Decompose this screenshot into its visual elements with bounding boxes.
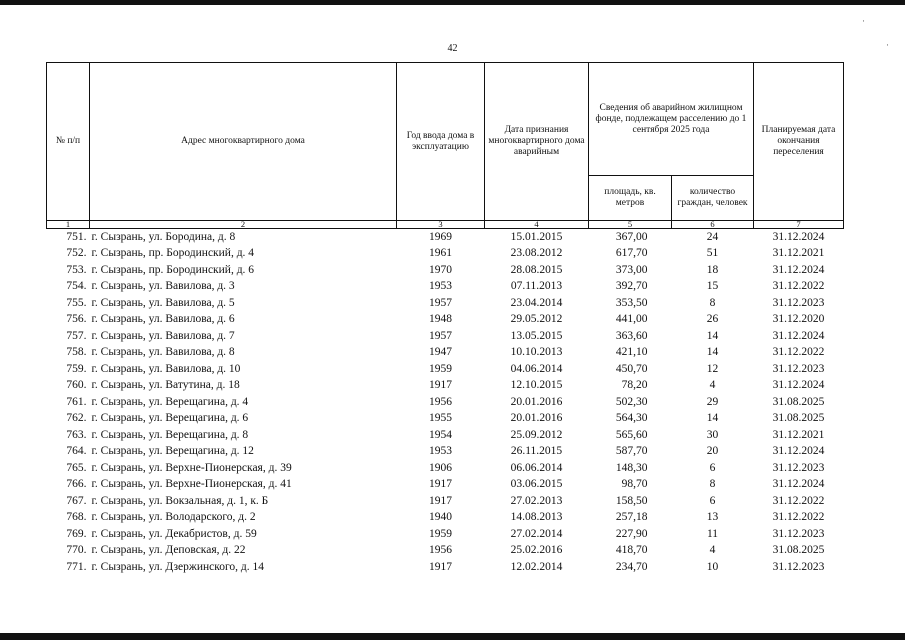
date-cell: 14.08.2013 — [510, 511, 563, 524]
planned-date-cell: 31.12.2023 — [772, 527, 825, 540]
table-row — [47, 493, 844, 510]
people-cell: 26 — [706, 313, 719, 326]
header-year: Год ввода дома в эксплуатацию — [397, 63, 485, 221]
people-cell: 6 — [709, 494, 716, 507]
year-cell: 1959 — [429, 527, 452, 540]
row-number: 769. — [66, 527, 87, 540]
date-cell: 29.05.2012 — [510, 313, 563, 326]
people-cell: 4 — [709, 379, 716, 392]
address-cell: г. Сызрань, ул. Вокзальная, д. 1, к. Б — [91, 494, 269, 507]
planned-date-cell: 31.12.2023 — [772, 362, 825, 375]
row-number: 770. — [66, 544, 87, 557]
people-cell: 8 — [709, 296, 716, 309]
people-cell: 24 — [706, 230, 719, 243]
people-cell: 4 — [709, 544, 716, 557]
year-cell: 1917 — [429, 478, 452, 491]
header-info: Сведения об аварийном жилищном фонде, подлежащем расселению до 1 сентября 2025 года — [589, 63, 754, 176]
date-cell: 12.02.2014 — [510, 560, 563, 573]
people-cell: 11 — [706, 527, 719, 540]
people-cell: 12 — [706, 362, 719, 375]
date-cell: 06.06.2014 — [510, 461, 563, 474]
row-number: 762. — [66, 412, 87, 425]
table-row — [47, 262, 844, 279]
planned-date-cell: 31.12.2021 — [772, 428, 825, 441]
date-cell: 23.08.2012 — [510, 247, 563, 260]
area-cell: 98,70 — [621, 478, 648, 491]
year-cell: 1955 — [429, 412, 452, 425]
year-cell: 1969 — [429, 230, 452, 243]
table-row — [47, 427, 844, 444]
area-cell: 373,00 — [615, 263, 648, 276]
date-cell: 10.10.2013 — [510, 346, 563, 359]
date-cell: 27.02.2014 — [510, 527, 563, 540]
date-cell: 20.01.2016 — [510, 395, 563, 408]
planned-date-cell: 31.12.2024 — [772, 478, 825, 491]
table-row — [47, 477, 844, 494]
people-cell: 8 — [709, 478, 716, 491]
address-cell: г. Сызрань, ул. Деповская, д. 22 — [91, 544, 246, 557]
year-cell: 1953 — [429, 445, 452, 458]
row-number: 761. — [66, 395, 87, 408]
address-cell: г. Сызрань, ул. Бородина, д. 8 — [91, 230, 236, 243]
column-number: 1 — [47, 221, 90, 229]
year-cell: 1953 — [429, 280, 452, 293]
column-number: 4 — [485, 221, 589, 229]
address-cell: г. Сызрань, ул. Дзержинского, д. 14 — [91, 560, 265, 573]
address-cell: г. Сызрань, пр. Бородинский, д. 4 — [91, 247, 255, 260]
header-area: площадь, кв. метров — [589, 176, 672, 221]
top-border-rule — [0, 0, 905, 5]
planned-date-cell: 31.12.2023 — [772, 461, 825, 474]
date-cell: 13.05.2015 — [510, 329, 563, 342]
row-number: 771. — [66, 560, 87, 573]
planned-date-cell: 31.12.2024 — [772, 329, 825, 342]
header-date: Дата признания многоквартирного дома аварийным — [485, 63, 589, 221]
people-cell: 15 — [706, 280, 719, 293]
table-row — [47, 444, 844, 461]
row-number: 755. — [66, 296, 87, 309]
row-number: 751. — [66, 230, 87, 243]
people-cell: 18 — [706, 263, 719, 276]
table-row — [47, 460, 844, 477]
area-cell: 392,70 — [615, 280, 648, 293]
people-cell: 20 — [706, 445, 719, 458]
year-cell: 1957 — [429, 329, 452, 342]
address-cell: г. Сызрань, ул. Вавилова, д. 10 — [91, 362, 241, 375]
area-cell: 421,10 — [615, 346, 648, 359]
row-number: 764. — [66, 445, 87, 458]
area-cell: 78,20 — [621, 379, 648, 392]
table-row — [47, 559, 844, 576]
area-cell: 418,70 — [615, 544, 648, 557]
column-number: 2 — [90, 221, 397, 229]
address-cell: г. Сызрань, ул. Вавилова, д. 7 — [91, 329, 235, 342]
table-row — [47, 229, 844, 246]
address-cell: г. Сызрань, ул. Вавилова, д. 5 — [91, 296, 235, 309]
date-cell: 07.11.2013 — [510, 280, 563, 293]
planned-date-cell: 31.12.2024 — [772, 263, 825, 276]
year-cell: 1956 — [429, 544, 452, 557]
table-row — [47, 328, 844, 345]
planned-date-cell: 31.08.2025 — [772, 544, 825, 557]
header-planned: Планируемая дата окончания переселения — [754, 63, 844, 221]
column-number: 5 — [589, 221, 672, 229]
row-number: 763. — [66, 428, 87, 441]
date-cell: 25.09.2012 — [510, 428, 563, 441]
table-row — [47, 543, 844, 560]
year-cell: 1906 — [429, 461, 452, 474]
year-cell: 1917 — [429, 494, 452, 507]
planned-date-cell: 31.12.2023 — [772, 560, 825, 573]
column-number: 6 — [672, 221, 754, 229]
scan-speck: · — [886, 40, 889, 50]
scan-speck: · — [862, 16, 865, 26]
address-cell: г. Сызрань, ул. Верхне-Пионерская, д. 39 — [91, 461, 292, 474]
address-cell: г. Сызрань, ул. Верещагина, д. 4 — [91, 395, 249, 408]
row-number: 757. — [66, 329, 87, 342]
year-cell: 1947 — [429, 346, 452, 359]
column-number: 7 — [754, 221, 844, 229]
date-cell: 12.10.2015 — [510, 379, 563, 392]
row-number: 768. — [66, 511, 87, 524]
area-cell: 363,60 — [615, 329, 648, 342]
year-cell: 1961 — [429, 247, 452, 260]
table-row — [47, 378, 844, 395]
people-cell: 29 — [706, 395, 719, 408]
year-cell: 1940 — [429, 511, 452, 524]
date-cell: 15.01.2015 — [510, 230, 563, 243]
table-row — [47, 526, 844, 543]
address-cell: г. Сызрань, пр. Бородинский, д. 6 — [91, 263, 255, 276]
date-cell: 23.04.2014 — [510, 296, 563, 309]
year-cell: 1970 — [429, 263, 452, 276]
table-row — [47, 361, 844, 378]
people-cell: 13 — [706, 511, 719, 524]
planned-date-cell: 31.08.2025 — [772, 395, 825, 408]
area-cell: 502,30 — [615, 395, 648, 408]
address-cell: г. Сызрань, ул. Ватутина, д. 18 — [91, 379, 240, 392]
planned-date-cell: 31.12.2021 — [772, 247, 825, 260]
planned-date-cell: 31.12.2022 — [772, 280, 825, 293]
address-cell: г. Сызрань, ул. Вавилова, д. 8 — [91, 346, 235, 359]
address-cell: г. Сызрань, ул. Верещагина, д. 12 — [91, 445, 254, 458]
date-cell: 03.06.2015 — [510, 478, 563, 491]
table-row — [47, 246, 844, 263]
row-number: 758. — [66, 346, 87, 359]
row-number: 766. — [66, 478, 87, 491]
people-cell: 14 — [706, 412, 719, 425]
year-cell: 1917 — [429, 560, 452, 573]
table-row — [47, 394, 844, 411]
area-cell: 587,70 — [615, 445, 648, 458]
area-cell: 158,50 — [615, 494, 648, 507]
address-cell: г. Сызрань, ул. Вавилова, д. 6 — [91, 313, 235, 326]
area-cell: 565,60 — [615, 428, 648, 441]
row-number: 752. — [66, 247, 87, 260]
row-number: 754. — [66, 280, 87, 293]
table-row — [47, 345, 844, 362]
planned-date-cell: 31.12.2023 — [772, 296, 825, 309]
year-cell: 1948 — [429, 313, 452, 326]
year-cell: 1917 — [429, 379, 452, 392]
people-cell: 14 — [706, 346, 719, 359]
page-number: 42 — [447, 43, 458, 54]
people-cell: 10 — [706, 560, 719, 573]
year-cell: 1954 — [429, 428, 452, 441]
address-cell: г. Сызрань, ул. Вавилова, д. 3 — [91, 280, 235, 293]
area-cell: 353,50 — [615, 296, 648, 309]
address-cell: г. Сызрань, ул. Верхне-Пионерская, д. 41 — [91, 478, 292, 491]
address-cell: г. Сызрань, ул. Верещагина, д. 8 — [91, 428, 249, 441]
year-cell: 1957 — [429, 296, 452, 309]
area-cell: 367,00 — [615, 230, 648, 243]
people-cell: 51 — [706, 247, 719, 260]
date-cell: 25.02.2016 — [510, 544, 563, 557]
row-number: 767. — [66, 494, 87, 507]
people-cell: 30 — [706, 428, 719, 441]
area-cell: 450,70 — [615, 362, 648, 375]
row-number: 759. — [66, 362, 87, 375]
address-cell: г. Сызрань, ул. Верещагина, д. 6 — [91, 412, 249, 425]
header-people: количество граждан, человек — [672, 176, 754, 221]
year-cell: 1959 — [429, 362, 452, 375]
row-number: 760. — [66, 379, 87, 392]
area-cell: 617,70 — [615, 247, 648, 260]
date-cell: 26.11.2015 — [510, 445, 563, 458]
row-number: 756. — [66, 313, 87, 326]
area-cell: 234,70 — [615, 560, 648, 573]
area-cell: 148,30 — [615, 461, 648, 474]
planned-date-cell: 31.12.2024 — [772, 445, 825, 458]
date-cell: 20.01.2016 — [510, 412, 563, 425]
area-cell: 227,90 — [615, 527, 648, 540]
header-num: № п/п — [47, 63, 90, 221]
table-row — [47, 312, 844, 329]
address-cell: г. Сызрань, ул. Декабристов, д. 59 — [91, 527, 257, 540]
people-cell: 14 — [706, 329, 719, 342]
table-row — [47, 279, 844, 296]
table-row — [47, 411, 844, 428]
area-cell: 441,00 — [615, 313, 648, 326]
date-cell: 28.08.2015 — [510, 263, 563, 276]
planned-date-cell: 31.12.2020 — [772, 313, 825, 326]
planned-date-cell: 31.12.2022 — [772, 511, 825, 524]
planned-date-cell: 31.08.2025 — [772, 412, 825, 425]
table-body — [47, 229, 844, 576]
header-address: Адрес многоквартирного дома — [90, 63, 397, 221]
planned-date-cell: 31.12.2022 — [772, 346, 825, 359]
housing-relocation-table — [46, 62, 844, 576]
people-cell: 6 — [709, 461, 716, 474]
row-number: 765. — [66, 461, 87, 474]
date-cell: 27.02.2013 — [510, 494, 563, 507]
area-cell: 564,30 — [615, 412, 648, 425]
area-cell: 257,18 — [615, 511, 648, 524]
table-row — [47, 295, 844, 312]
bottom-border-rule — [0, 633, 905, 640]
address-cell: г. Сызрань, ул. Володарского, д. 2 — [91, 511, 256, 524]
column-number: 3 — [397, 221, 485, 229]
planned-date-cell: 31.12.2024 — [772, 379, 825, 392]
planned-date-cell: 31.12.2024 — [772, 230, 825, 243]
year-cell: 1956 — [429, 395, 452, 408]
table-row — [47, 510, 844, 527]
row-number: 753. — [66, 263, 87, 276]
date-cell: 04.06.2014 — [510, 362, 563, 375]
planned-date-cell: 31.12.2022 — [772, 494, 825, 507]
